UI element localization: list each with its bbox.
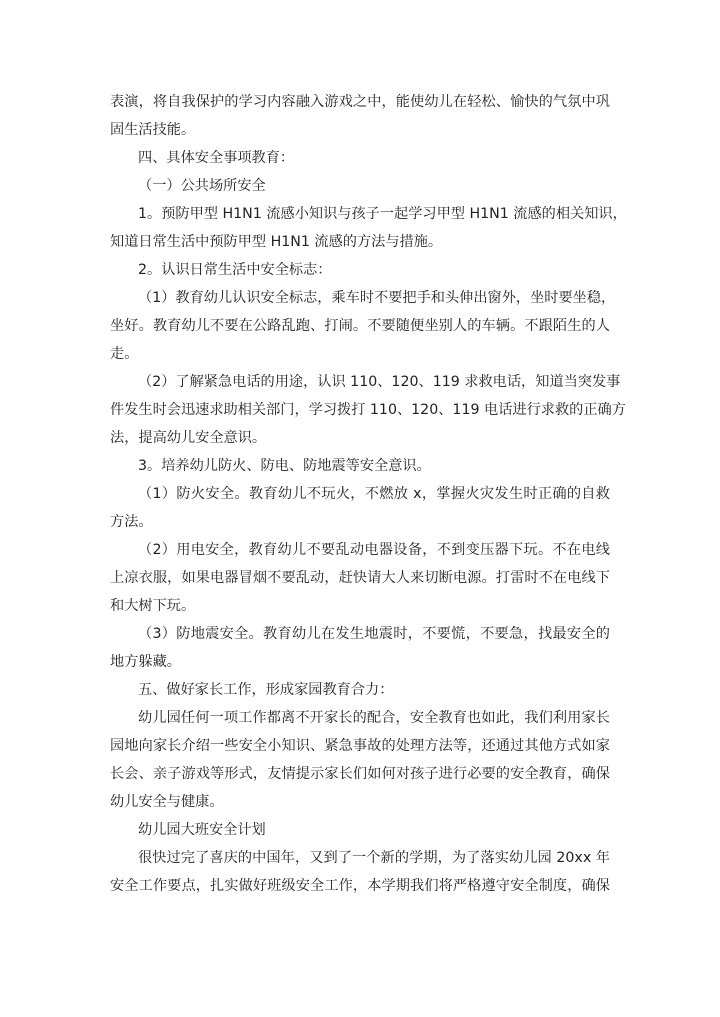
text-line-7: 2。认识日常生活中安全标志： [138,262,332,278]
text-line-1: 表演，将自我保护的学习内容融入游戏之中，能使幼儿在轻松、愉快的气氛中巩 [110,94,610,110]
section-heading-4: 四、具体安全事项教育： [138,150,295,166]
text-line-28: 很快过完了喜庆的中国年，又到了一个新的学期，为了落实幼儿园 20xx 年 [138,850,610,866]
subsection-heading-public-places: （一）公共场所安全 [138,178,266,194]
section-heading-5: 五、做好家长工作，形成家园教育合力： [138,682,394,698]
text-line-29: 安全工作要点，扎实做好班级安全工作，本学期我们将严格遵守安全制度，确保 [110,878,610,894]
text-line-10: 走。 [110,346,139,362]
text-line-26: 幼儿安全与健康。 [110,794,224,810]
text-line-11: （2）了解紧急电话的用途，认识 110、120、119 求救电话，知道当突发事 [138,374,621,390]
text-line-5: 1。预防甲型 H1N1 流感小知识与孩子一起学习甲型 H1N1 流感的相关知识， [138,206,627,222]
text-line-6: 知道日常生活中预防甲型 H1N1 流感的方法与措施。 [110,234,443,250]
text-line-17: （2）用电安全，教育幼儿不要乱动电器设备，不到变压器下玩。不在电线 [138,542,610,558]
text-line-8: （1）教育幼儿认识安全标志，乘车时不要把手和头伸出窗外，坐时要坐稳， [138,290,616,306]
text-line-9: 坐好。教育幼儿不要在公路乱跑、打闹。不要随便坐别人的车辆。不跟陌生的人 [110,318,610,334]
text-line-23: 幼儿园任何一项工作都离不开家长的配合，安全教育也如此，我们利用家长 [138,710,610,726]
text-line-14: 3。培养幼儿防火、防电、防地震等安全意识。 [138,458,431,474]
text-line-25: 长会、亲子游戏等形式，友情提示家长们如何对孩子进行必要的安全教育，确保 [110,766,610,782]
text-line-2: 固生活技能。 [110,122,196,138]
text-line-16: 方法。 [110,514,153,530]
plan-title: 幼儿园大班安全计划 [138,822,266,838]
text-line-20: （3）防地震安全。教育幼儿在发生地震时，不要慌，不要急，找最安全的 [138,626,610,642]
text-line-19: 和大树下玩。 [110,598,196,614]
text-line-15: （1）防火安全。教育幼儿不玩火，不燃放 x，掌握火灾发生时正确的自救 [138,486,610,502]
text-line-18: 上凉衣服，如果电器冒烟不要乱动，赶快请大人来切断电源。打雷时不在电线下 [110,570,610,586]
text-line-21: 地方躲藏。 [110,654,181,670]
text-line-24: 园地向家长介绍一些安全小知识、紧急事故的处理方法等，还通过其他方式如家 [110,738,610,754]
text-line-12: 件发生时会迅速求助相关部门，学习拨打 110、120、119 电话进行求救的正确方 [110,402,626,418]
text-line-13: 法，提高幼儿安全意识。 [110,430,267,446]
